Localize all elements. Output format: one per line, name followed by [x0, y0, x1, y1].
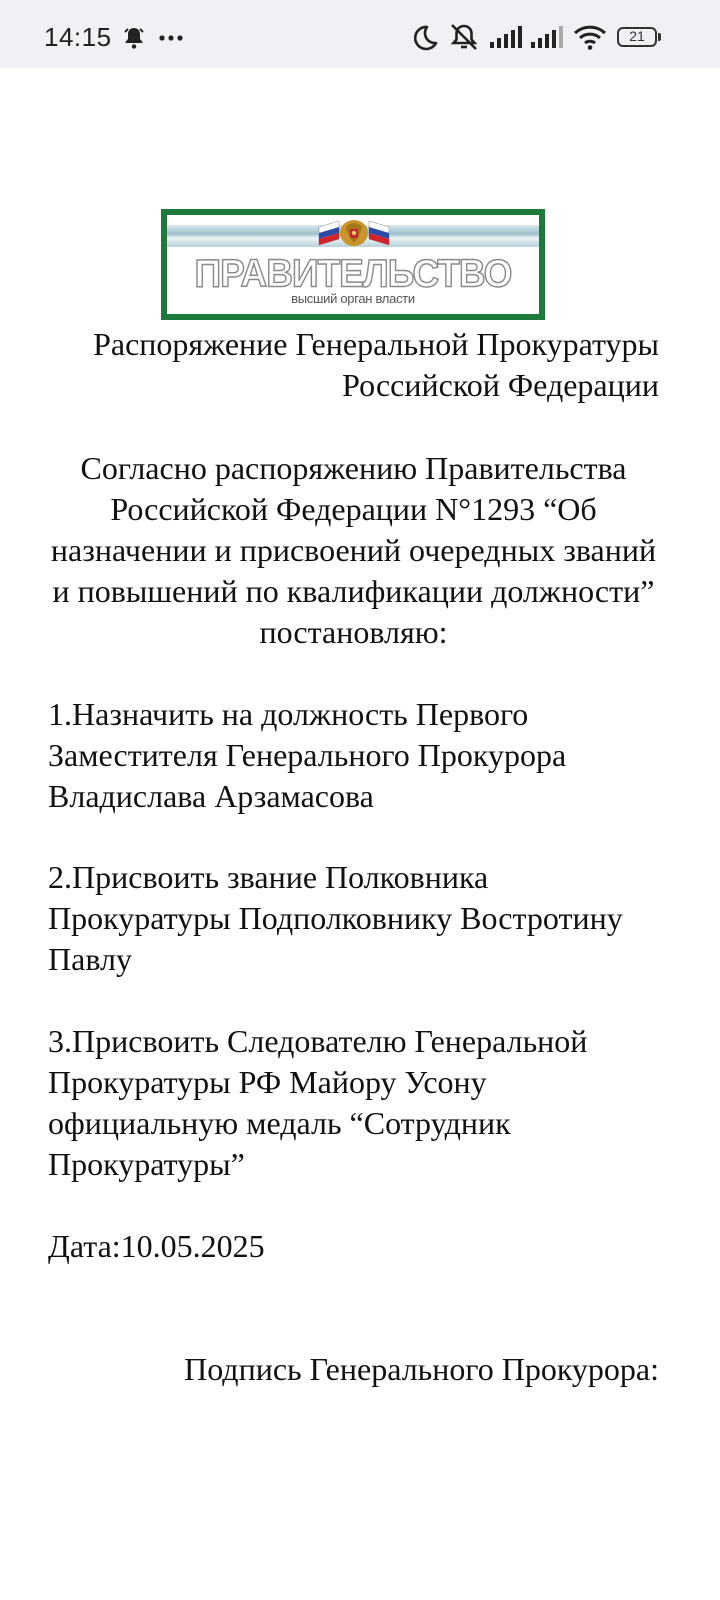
document-date: Дата:10.05.2025 — [48, 1228, 265, 1264]
logo-wordmark: ПРАВИТЕЛЬСТВО — [194, 251, 512, 295]
signature-label: Подпись Генерального Прокурора: — [184, 1351, 659, 1387]
logo-subtitle: высший орган власти — [291, 291, 415, 306]
order-item: 1.Назначить на должность Первого Заместителя Генерального Прокурора Владислава Арзамасова — [48, 696, 567, 814]
document-intro: Согласно распоряжению Правительства Российской Федерации N°1293 “Об назначении и присвоений очередных званий и повышений по квалификации должности” постановляю: — [50, 450, 657, 650]
status-bar — [0, 0, 720, 68]
battery-level: 21 — [629, 28, 645, 44]
status-time: 14:15 — [44, 22, 112, 52]
wifi-icon — [573, 24, 607, 50]
muted-bell-icon — [448, 22, 480, 52]
more-dots-icon — [158, 34, 184, 42]
signal-icon — [530, 26, 564, 50]
battery-icon — [617, 27, 657, 47]
moon-icon — [411, 24, 439, 52]
alarm-bell-icon — [122, 26, 146, 50]
order-item: 2.Присвоить звание Полковника Прокуратуры Подполковнику Востротину Павлу — [48, 859, 623, 977]
signal-icon — [489, 26, 523, 50]
battery-tip — [658, 33, 661, 41]
document-title: Распоряжение Генеральной Прокуратуры Российской Федерации — [93, 326, 659, 403]
coat-of-arms-icon — [317, 217, 391, 254]
government-logo — [161, 209, 545, 320]
order-item: 3.Присвоить Следователю Генеральной Прокуратуры РФ Майору Усону официальную медаль “Сотрудник Прокуратуры” — [48, 1023, 588, 1182]
